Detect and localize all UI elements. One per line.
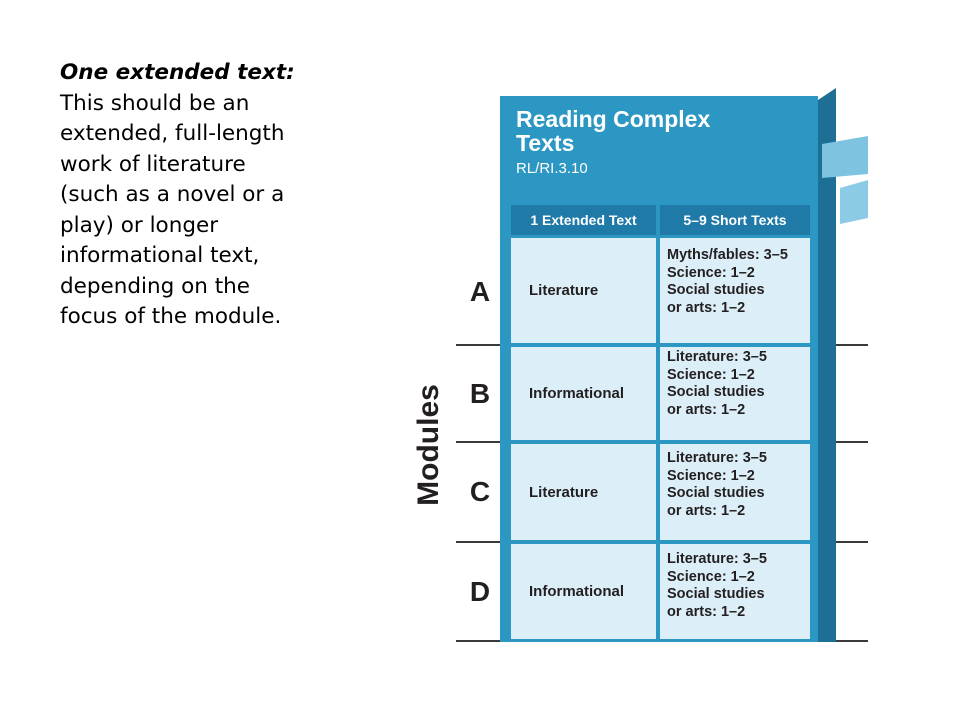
short-text-line: Science: 1–2 xyxy=(667,467,755,484)
extended-cell-a xyxy=(511,238,656,343)
extended-text-d: Informational xyxy=(529,583,625,600)
description-line: informational text, xyxy=(60,243,260,268)
short-text-line: Social studies xyxy=(667,586,765,602)
module-letter-c: C xyxy=(469,476,491,507)
figure-subtitle: RL/RI.3.10 xyxy=(516,160,588,177)
module-letter-a: A xyxy=(469,276,491,307)
short-cell-a xyxy=(660,238,810,343)
short-text-line: or arts: 1–2 xyxy=(667,502,746,519)
extended-text-b: Informational xyxy=(529,385,625,402)
description-line: play) or longer xyxy=(60,212,219,238)
description-line: extended, full-length xyxy=(60,121,285,146)
short-text-line: or arts: 1–2 xyxy=(667,603,746,620)
short-text-line: Myths/fables: 3–5 xyxy=(667,247,788,263)
description-line: depending on the xyxy=(60,273,251,299)
column-header-short: 5–9 Short Texts xyxy=(660,205,810,235)
short-text-line: Science: 1–2 xyxy=(667,366,755,383)
short-text-line: Social studies xyxy=(667,384,765,400)
description-line: work of literature xyxy=(60,151,246,177)
extended-cell-d xyxy=(511,544,656,639)
description-line: focus of the module. xyxy=(60,304,282,329)
extended-cell-c xyxy=(511,444,656,540)
short-text-line: Literature: 3–5 xyxy=(667,551,767,567)
description-heading: One extended text: xyxy=(60,60,295,85)
description-line: This should be an xyxy=(60,90,250,116)
short-text-line: or arts: 1–2 xyxy=(667,299,746,316)
short-text-line: Science: 1–2 xyxy=(667,568,755,585)
short-text-line: Literature: 3–5 xyxy=(667,349,767,365)
extended-cell-b xyxy=(511,347,656,440)
arrow-ribbon-icon xyxy=(822,132,868,242)
short-text-line: Social studies xyxy=(667,282,765,298)
extended-text-a: Literature xyxy=(529,282,599,299)
extended-text-c: Literature xyxy=(529,483,599,501)
short-text-line: Literature: 3–5 xyxy=(667,450,767,466)
figure-title xyxy=(516,107,710,155)
module-letter-b: B xyxy=(469,378,491,409)
short-cell-d xyxy=(660,544,810,639)
figure-title-line-1: Reading Complex xyxy=(516,106,711,132)
short-text-line: or arts: 1–2 xyxy=(667,401,746,418)
column-header-extended: 1 Extended Text xyxy=(511,205,656,235)
short-cell-b xyxy=(660,347,810,440)
description-text xyxy=(60,58,350,333)
description-line: (such as a novel or a xyxy=(60,182,285,207)
modules-label: Modules xyxy=(412,384,445,506)
short-cell-c xyxy=(660,444,810,540)
module-letter-d: D xyxy=(469,576,491,607)
short-text-line: Science: 1–2 xyxy=(667,264,755,281)
short-text-line: Social studies xyxy=(667,485,765,501)
figure-title-line-2: Texts xyxy=(516,130,575,156)
